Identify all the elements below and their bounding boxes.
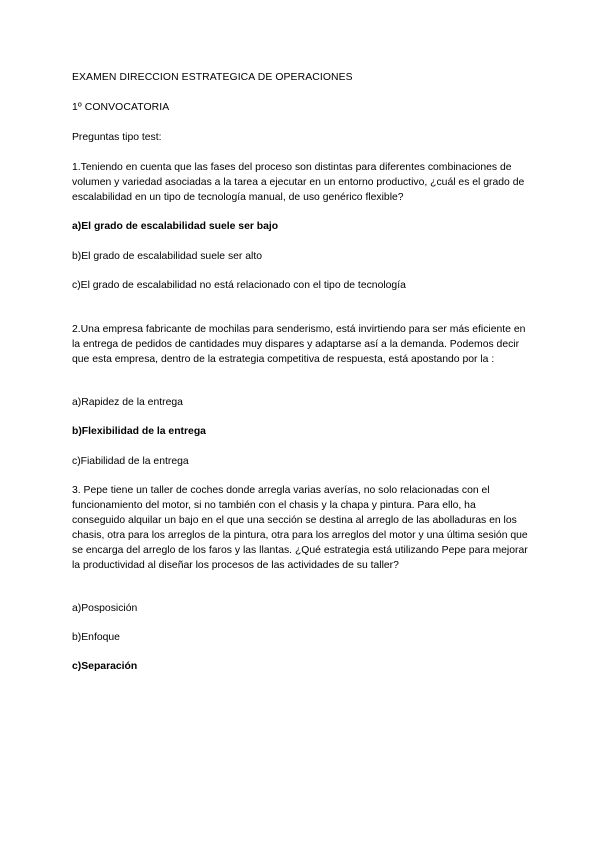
question-2-option-a: a)Rapidez de la entrega — [72, 397, 183, 408]
question-2-option-c: c)Fiabilidad de la entrega — [72, 456, 189, 467]
question-3-option-a: a)Posposición — [72, 603, 138, 614]
question-1-option-b: b)El grado de escalabilidad suele ser alto — [72, 251, 263, 262]
question-3-option-c: c)Separación — [72, 661, 138, 672]
question-1-option-a: a)El grado de escalabilidad suele ser bajo — [72, 221, 279, 232]
question-2-text: 2.Una empresa fabricante de mochilas para senderismo, está invirtiendo para ser más eficiente en la entrega de pedidos de cantidades muy dispares y adaptarse así a la demanda. Podemos decir que esta empresa, dentro de la estrategia competitiva de respuesta, está apostando por la : — [72, 324, 526, 365]
question-1-text: 1.Teniendo en cuenta que las fases del proceso son distintas para diferentes combinaciones de volumen y variedad asociadas a la tarea a ejecutar en un entorno productivo, ¿cuál es el grado de escalabilidad en un tipo de tecnología manual, de uso genérico flexible? — [72, 162, 525, 203]
question-3-text: 3. Pepe tiene un taller de coches donde arregla varias averías, no solo relacionadas con el funcionamiento del motor, si no también con el chasis y la chapa y pintura. Para ello, ha conseguido alquilar un bajo en el que una sección se destina al arreglo de las abolladuras en los chasis, otra para los arreglos de la pintura, otra para los arreglos del motor y una última sesión que se encarga del arreglo de los faros y las llantas. ¿Qué estrategia está utilizando Pepe para mejorar la productividad al diseñar los procesos de las actividades de su taller? — [72, 485, 528, 571]
convocatoria-label: 1º CONVOCATORIA — [72, 102, 170, 113]
question-2-option-b: b)Flexibilidad de la entrega — [72, 426, 206, 437]
question-3-option-b: b)Enfoque — [72, 632, 120, 643]
exam-title: EXAMEN DIRECCION ESTRATEGICA DE OPERACIONES — [72, 72, 353, 83]
question-1-option-c: c)El grado de escalabilidad no está relacionado con el tipo de tecnología — [72, 280, 406, 291]
section-heading: Preguntas tipo test: — [72, 132, 162, 143]
